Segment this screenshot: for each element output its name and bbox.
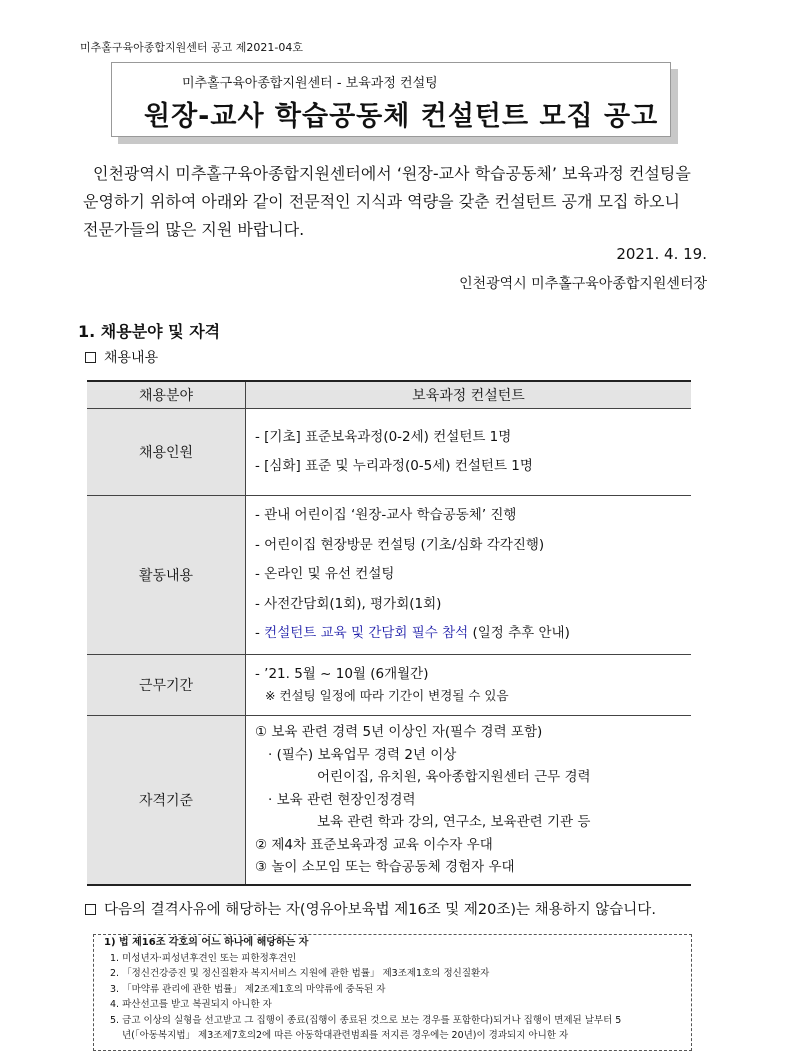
header-cell-position: 보육과정 컨설턴트 <box>246 381 692 409</box>
emph-blue-text: 컨설턴트 교육 및 간담회 필수 참석 <box>264 625 469 642</box>
value-line: - 관내 어린이집 ‘원장-교사 학습공동체’ 진행 <box>255 507 517 524</box>
list-item: 5. 금고 이상의 실형을 선고받고 그 집행이 종료(집행이 종료된 것으로 보는 경우를 포함한다)되거나 집행이 면제된 날부터 5 <box>110 1014 622 1026</box>
list-item: 1. 미성년자·피성년후견인 또는 피한정후견인 <box>110 952 297 964</box>
value-line: - ’21. 5월 ~ 10월 (6개월간) <box>255 666 429 682</box>
disqualification-text: 다음의 결격사유에 해당하는 자(영유아보육법 제16조 및 제20조)는 채용하지 않습니다. <box>104 902 656 918</box>
document-number: 미추홀구육아종합지원센터 공고 제2021-04호 <box>80 41 303 54</box>
value-line: ③ 놀이 소모임 또는 학습공동체 경험자 우대 <box>255 859 515 876</box>
title-box <box>111 62 671 137</box>
intro-paragraph <box>83 160 711 244</box>
checkbox-bullet-icon <box>85 904 96 915</box>
list-item: 2. 「정신건강증진 및 정신질환자 복지서비스 지원에 관한 법률」 제3조제1호의 정신질환자 <box>110 968 490 979</box>
intro-line: 전문가들의 많은 지원 바랍니다. <box>83 220 305 239</box>
value-line: - [심화] 표준 및 누리과정(0-5세) 컨설턴트 1명 <box>255 458 533 474</box>
notice-date: 2021. 4. 19. <box>616 245 707 263</box>
title-subtitle: 미추홀구육아종합지원센터 - 보육과정 컨설팅 <box>182 76 438 91</box>
disqualification-box <box>93 934 692 1051</box>
row-value <box>246 716 692 886</box>
header-cell-field: 채용분야 <box>87 381 246 409</box>
table-header-row <box>87 381 691 409</box>
row-label: 채용인원 <box>87 409 246 496</box>
emph-suffix: (일정 추후 안내) <box>468 625 570 642</box>
intro-line: 운영하기 위하여 아래와 같이 전문적인 지식과 역량을 갖춘 컨설턴트 공개 모집 하오니 <box>83 192 680 211</box>
value-line: 보육 관련 학과 강의, 연구소, 보육관련 기관 등 <box>317 814 591 831</box>
row-value <box>246 655 692 716</box>
value-line-emphasis <box>255 619 691 649</box>
list-item: 4. 파산선고를 받고 복권되지 아니한 자 <box>110 999 272 1010</box>
section-title: 1. 채용분야 및 자격 <box>78 322 221 341</box>
row-value <box>246 496 692 655</box>
row-value <box>246 409 692 496</box>
row-label: 활동내용 <box>87 496 246 655</box>
value-line: - [기초] 표준보육과정(0-2세) 컨설턴트 1명 <box>255 429 512 445</box>
row-label: 근무기간 <box>87 655 246 716</box>
value-line: · (필수) 보육업무 경력 2년 이상 <box>268 746 457 763</box>
table-row <box>87 655 691 716</box>
list-item: 3. 「마약류 관리에 관한 법률」 제2조제1호의 마약류에 중독된 자 <box>110 983 386 995</box>
value-note: ※ 컨설팅 일정에 따라 기간이 변경될 수 있음 <box>265 688 509 703</box>
value-line: ② 제4차 표준보육과정 교육 이수자 우대 <box>255 836 493 853</box>
sub-heading <box>85 347 158 367</box>
table-row <box>87 716 691 886</box>
value-line: - 사전간담회(1회), 평가회(1회) <box>255 595 442 612</box>
value-line: ① 보육 관련 경력 5년 이상인 자(필수 경력 포함) <box>255 724 543 741</box>
recruit-table <box>87 380 691 886</box>
intro-line: 인천광역시 미추홀구육아종합지원센터에서 ‘원장-교사 학습공동체’ 보육과정 컨설팅을 <box>93 164 691 183</box>
value-line: - 어린이집 현장방문 컨설팅 (기초/심화 각각진행) <box>255 536 545 553</box>
sub-heading-label: 채용내용 <box>104 350 159 366</box>
page-title: 원장-교사 학습공동체 컨설턴트 모집 공고 <box>144 101 659 132</box>
box-title: 1) 법 제16조 각호의 어느 하나에 해당하는 자 <box>104 937 309 948</box>
value-line: 어린이집, 유치원, 육아종합지원센터 근무 경력 <box>317 769 591 786</box>
table-row <box>87 496 691 655</box>
table-row <box>87 409 691 496</box>
value-line: · 보육 관련 현장인정경력 <box>268 791 416 808</box>
emph-prefix: - <box>255 625 265 642</box>
checkbox-bullet-icon <box>85 352 96 363</box>
row-label: 자격기준 <box>87 716 246 886</box>
list-item-continued: 년(「아동복지법」 제3조제7호의2에 따른 아동학대관련범죄를 저지른 경우에는 20년)이 경과되지 아니한 자 <box>122 1030 569 1041</box>
disqualification-heading <box>85 898 656 919</box>
value-line: - 온라인 및 유선 컨설팅 <box>255 566 395 583</box>
issuer: 인천광역시 미추홀구육아종합지원센터장 <box>459 276 707 292</box>
